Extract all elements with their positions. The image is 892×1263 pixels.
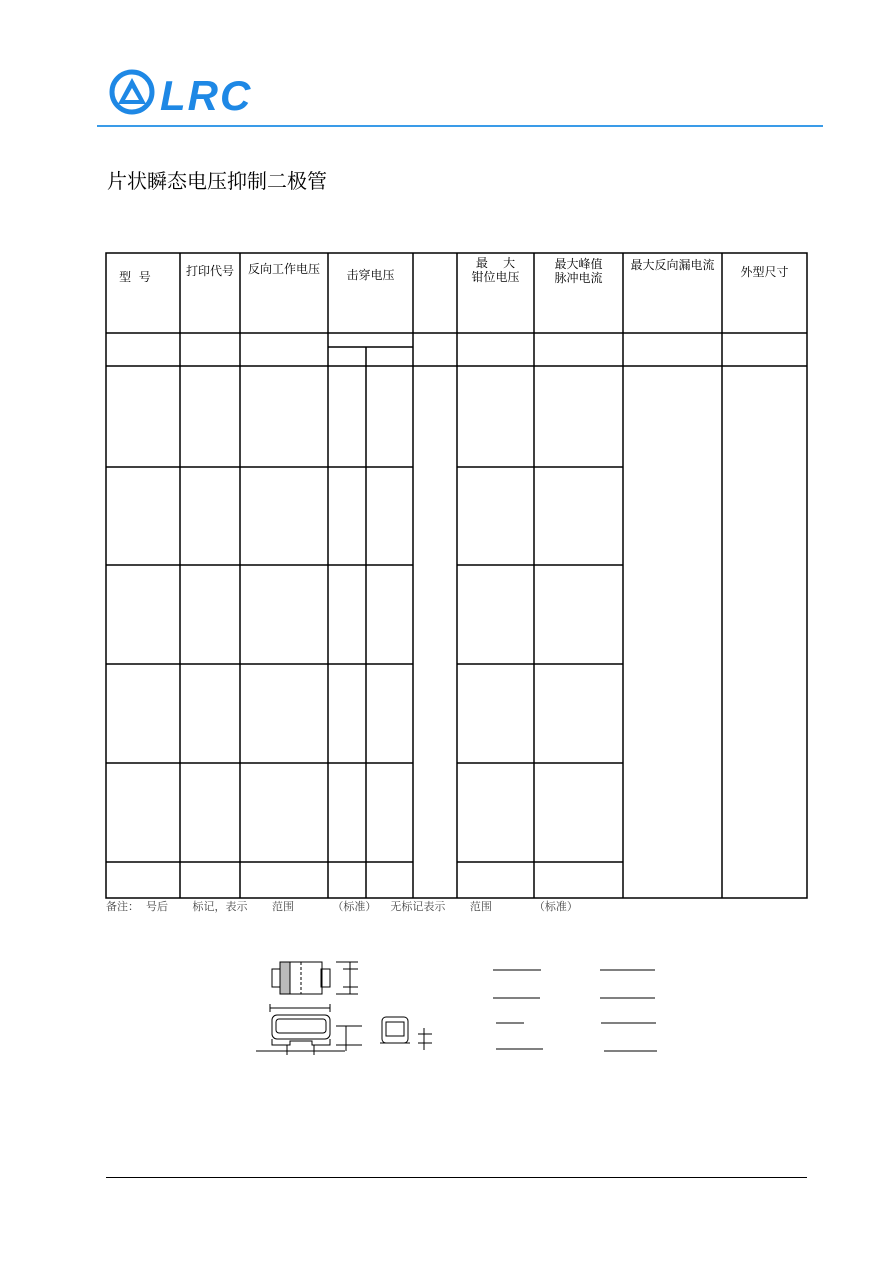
table-footnote: 备注： 号后 标记，表示 范围 （标准） 无标记表示 范围 （标准） <box>106 900 578 913</box>
brand-name: LRC <box>160 72 253 119</box>
col-header-breakdown-voltage: 击穿电压 <box>346 268 395 282</box>
col-header-max-clamp-voltage: 最 大 钳位电压 <box>471 256 520 284</box>
page-title: 片状瞬态电压抑制二极管 <box>107 169 327 193</box>
col-header-package-size: 外型尺寸 <box>740 265 789 279</box>
col-header-max-reverse-leakage: 最大反向漏电流 <box>630 258 715 272</box>
col-header-max-peak-pulse-current: 最大峰值 脉冲电流 <box>554 257 603 285</box>
footer-rule <box>106 1177 807 1178</box>
col-header-reverse-working-voltage: 反向工作电压 <box>247 262 320 276</box>
col-header-model: 型 号 <box>119 270 151 284</box>
col-header-marking-code: 打印代号 <box>185 264 234 278</box>
